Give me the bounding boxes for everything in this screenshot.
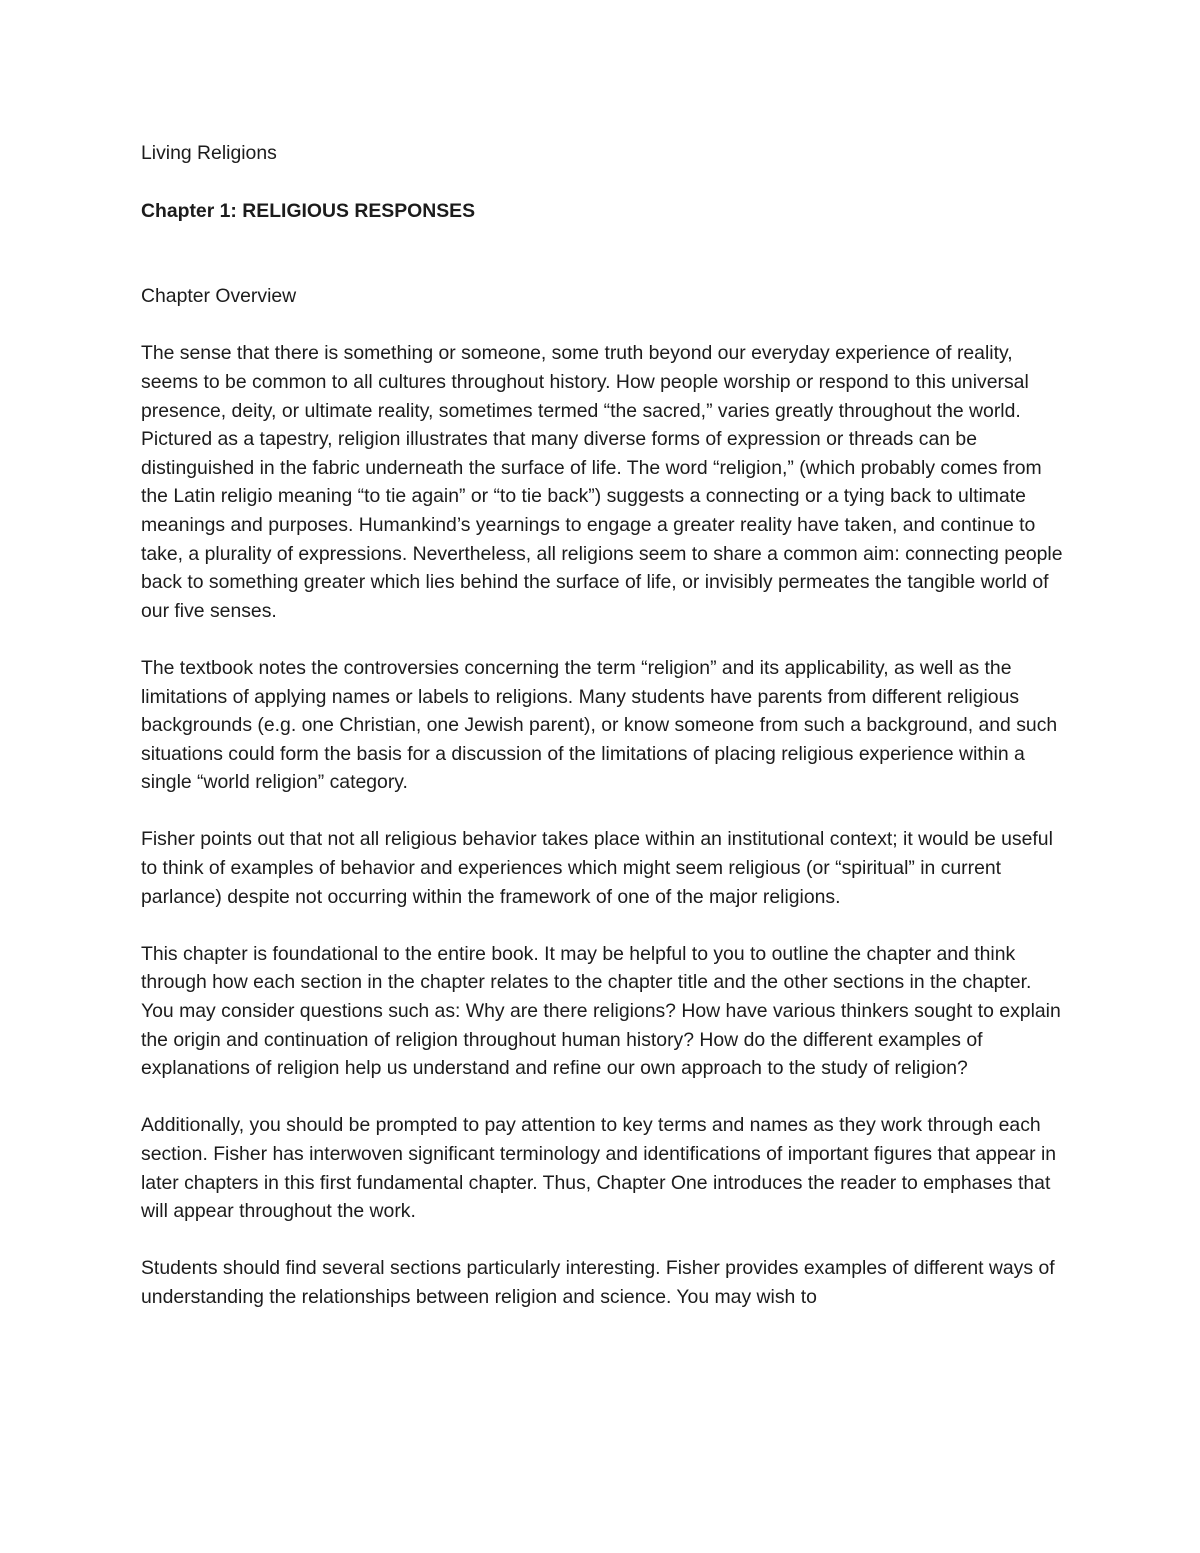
document-body	[141, 139, 1066, 1312]
paragraph: This chapter is foundational to the entire book. It may be helpful to you to outline the chapter and think through how each section in the chapter relates to the chapter title and the other sections in the chapter. You may consider questions such as: Why are there religions? How have various thinkers sought to explain the origin and continuation of religion throughout human history? How do the different examples of explanations of religion help us understand and refine our own approach to the study of religion?	[141, 942, 1061, 1080]
paragraph: Students should find several sections particularly interesting. Fisher provides examples of different ways of understanding the relationships between religion and science. You may wish to	[141, 1257, 1055, 1308]
overview-heading: Chapter Overview	[141, 285, 297, 308]
paragraph: Fisher points out that not all religious behavior takes place within an institutional context; it would be useful to think of examples of behavior and experiences which might seem religious (or “spiritual” in current parlance) despite not occurring within the framework of one of the major religions.	[141, 828, 1053, 908]
paragraph: Pictured as a tapestry, religion illustrates that many diverse forms of expression or threads can be distinguished in the fabric underneath the surface of life. The word “religion,” (which probably comes from the Latin religio meaning “to tie again” or “to tie back”) suggests a connecting or a tying back to ultimate meanings and purposes. Humankind’s yearnings to engage a greater reality have taken, and continue to take, a plurality of expressions. Nevertheless, all religions seem to share a common aim: connecting people back to something greater which lies behind the surface of life, or invisibly permeates the tangible world of our five senses.	[141, 428, 1063, 622]
paragraph: Additionally, you should be prompted to pay attention to key terms and names as they work through each section. Fisher has interwoven significant terminology and identifications of important figures that appear in later chapters in this first fundamental chapter. Thus, Chapter One introduces the reader to emphases that will appear throughout the work.	[141, 1114, 1057, 1223]
paragraph: The sense that there is something or someone, some truth beyond our everyday experience of reality, seems to be common to all cultures throughout history. How people worship or respond to this universal presence, deity, or ultimate reality, sometimes termed “the sacred,” varies greatly throughout the world.	[141, 342, 1029, 422]
chapter-heading: Chapter 1: RELIGIOUS RESPONSES	[141, 199, 476, 222]
paragraph: The textbook notes the controversies concerning the term “religion” and its applicability, as well as the limitations of applying names or labels to religions. Many students have parents from different religious backgrounds (e.g. one Christian, one Jewish parent), or know someone from such a background, and such situations could form the basis for a discussion of the limitations of placing religious experience within a single “world religion” category.	[141, 656, 1058, 794]
document-title: Living Religions	[141, 142, 277, 164]
